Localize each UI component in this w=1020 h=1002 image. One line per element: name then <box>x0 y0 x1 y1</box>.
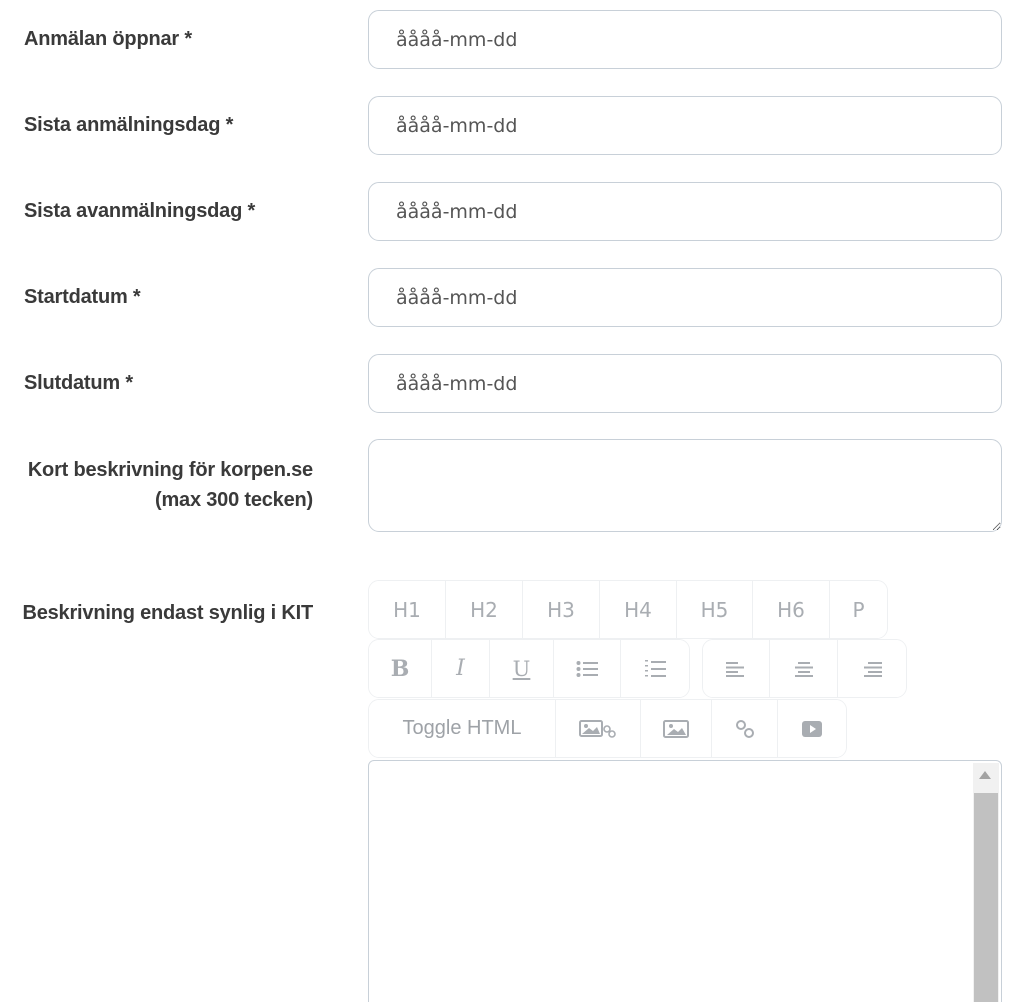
underline-button[interactable]: U <box>490 640 554 697</box>
h1-button[interactable]: H1 <box>369 581 446 638</box>
align-center-button[interactable] <box>770 640 838 697</box>
align-right-button[interactable] <box>838 640 906 697</box>
image-button[interactable] <box>641 700 712 757</box>
start-date-input[interactable] <box>368 268 1002 327</box>
paragraph-button[interactable]: P <box>830 581 887 638</box>
h5-button[interactable]: H5 <box>677 581 753 638</box>
label-last-cancellation-day: Sista avanmälningsdag * <box>24 200 256 222</box>
end-date-input[interactable] <box>368 354 1002 413</box>
link-button[interactable] <box>712 700 778 757</box>
bullet-list-icon <box>576 660 598 678</box>
align-left-button[interactable] <box>703 640 770 697</box>
heading-button-group <box>368 580 888 639</box>
label-long-description: Beskrivning endast synlig i KIT <box>22 602 313 624</box>
align-left-icon <box>726 661 746 677</box>
video-button[interactable] <box>778 700 846 757</box>
align-right-icon <box>862 661 882 677</box>
registration-opens-date-input[interactable] <box>368 10 1002 69</box>
italic-button[interactable]: I <box>432 640 490 697</box>
label-end-date: Slutdatum * <box>24 372 133 394</box>
last-registration-date-input[interactable] <box>368 96 1002 155</box>
label-short-description: Kort beskrivning för korpen.se (max 300 tecken) <box>27 459 313 511</box>
label-start-date: Startdatum * <box>24 286 141 308</box>
rich-text-editor[interactable] <box>368 760 1002 1002</box>
numbered-list-button[interactable] <box>621 640 689 697</box>
image-icon <box>663 719 689 739</box>
h2-button[interactable]: H2 <box>446 581 523 638</box>
bold-button[interactable]: B <box>369 640 432 697</box>
media-button-group <box>368 699 847 758</box>
h3-button[interactable]: H3 <box>523 581 600 638</box>
short-description-textarea[interactable] <box>368 439 1002 532</box>
scroll-up-arrow-icon[interactable] <box>979 771 991 779</box>
numbered-list-icon <box>644 659 666 679</box>
editor-scrollbar[interactable] <box>973 763 999 1002</box>
last-cancellation-date-input[interactable] <box>368 182 1002 241</box>
image-link-button[interactable] <box>556 700 641 757</box>
h4-button[interactable]: H4 <box>600 581 677 638</box>
format-button-group <box>368 639 690 698</box>
scrollbar-thumb[interactable] <box>974 793 998 1002</box>
video-icon <box>801 720 823 738</box>
image-link-icon <box>579 719 617 739</box>
link-icon <box>735 719 755 739</box>
bullet-list-button[interactable] <box>554 640 621 697</box>
h6-button[interactable]: H6 <box>753 581 830 638</box>
toggle-html-button[interactable]: Toggle HTML <box>369 700 556 757</box>
label-last-registration-day: Sista anmälningsdag * <box>24 114 234 136</box>
align-center-icon <box>794 661 814 677</box>
label-registration-opens: Anmälan öppnar * <box>24 28 192 50</box>
align-button-group <box>702 639 907 698</box>
